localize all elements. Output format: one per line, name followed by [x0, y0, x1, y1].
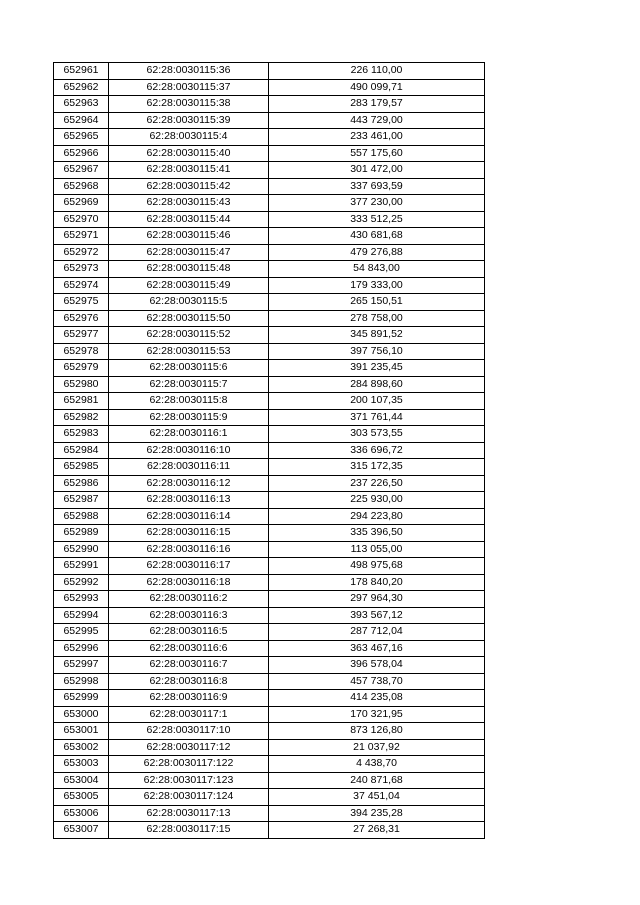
cadastral-value-cell: 414 235,08 — [269, 690, 485, 707]
cadastral-value-cell: 170 321,95 — [269, 706, 485, 723]
row-number-cell: 652998 — [54, 673, 109, 690]
cadastral-number-cell: 62:28:0030117:1 — [109, 706, 269, 723]
table-row — [54, 541, 485, 558]
row-number-cell: 652968 — [54, 178, 109, 195]
row-number-cell: 652978 — [54, 343, 109, 360]
table-row — [54, 376, 485, 393]
cadastral-number-cell: 62:28:0030117:122 — [109, 756, 269, 773]
row-number-cell: 652979 — [54, 360, 109, 377]
table-row — [54, 492, 485, 509]
table-row — [54, 525, 485, 542]
row-number-cell: 652987 — [54, 492, 109, 509]
cadastral-value-cell: 265 150,51 — [269, 294, 485, 311]
table-row — [54, 558, 485, 575]
cadastral-number-cell: 62:28:0030116:9 — [109, 690, 269, 707]
row-number-cell: 652964 — [54, 112, 109, 129]
cadastral-value-cell: 4 438,70 — [269, 756, 485, 773]
table-row — [54, 327, 485, 344]
cadastral-value-cell: 337 693,59 — [269, 178, 485, 195]
cadastral-number-cell: 62:28:0030116:13 — [109, 492, 269, 509]
cadastral-number-cell: 62:28:0030116:16 — [109, 541, 269, 558]
cadastral-number-cell: 62:28:0030115:4 — [109, 129, 269, 146]
table-row — [54, 607, 485, 624]
table-row — [54, 96, 485, 113]
cadastral-value-cell: 443 729,00 — [269, 112, 485, 129]
row-number-cell: 652970 — [54, 211, 109, 228]
table-row — [54, 294, 485, 311]
cadastral-number-cell: 62:28:0030117:13 — [109, 805, 269, 822]
cadastral-value-cell: 394 235,28 — [269, 805, 485, 822]
cadastral-value-cell: 297 964,30 — [269, 591, 485, 608]
cadastral-number-cell: 62:28:0030116:17 — [109, 558, 269, 575]
cadastral-number-cell: 62:28:0030115:43 — [109, 195, 269, 212]
row-number-cell: 652988 — [54, 508, 109, 525]
table-row — [54, 624, 485, 641]
table-row — [54, 129, 485, 146]
cadastral-value-cell: 363 467,16 — [269, 640, 485, 657]
table-row — [54, 162, 485, 179]
table-row — [54, 178, 485, 195]
cadastral-number-cell: 62:28:0030115:38 — [109, 96, 269, 113]
row-number-cell: 653005 — [54, 789, 109, 806]
cadastral-value-cell: 301 472,00 — [269, 162, 485, 179]
table-row — [54, 475, 485, 492]
cadastral-number-cell: 62:28:0030115:48 — [109, 261, 269, 278]
table-row — [54, 442, 485, 459]
table-row — [54, 706, 485, 723]
row-number-cell: 653003 — [54, 756, 109, 773]
cadastral-value-cell: 333 512,25 — [269, 211, 485, 228]
cadastral-value-cell: 336 696,72 — [269, 442, 485, 459]
row-number-cell: 652967 — [54, 162, 109, 179]
cadastral-number-cell: 62:28:0030115:6 — [109, 360, 269, 377]
cadastral-value-cell: 225 930,00 — [269, 492, 485, 509]
cadastral-number-cell: 62:28:0030116:2 — [109, 591, 269, 608]
table-row — [54, 640, 485, 657]
cadastral-number-cell: 62:28:0030115:36 — [109, 63, 269, 80]
cadastral-value-cell: 37 451,04 — [269, 789, 485, 806]
table-row — [54, 739, 485, 756]
cadastral-value-cell: 287 712,04 — [269, 624, 485, 641]
cadastral-value-cell: 283 179,57 — [269, 96, 485, 113]
cadastral-number-cell: 62:28:0030115:7 — [109, 376, 269, 393]
row-number-cell: 652966 — [54, 145, 109, 162]
table-row — [54, 261, 485, 278]
cadastral-value-cell: 393 567,12 — [269, 607, 485, 624]
cadastral-number-cell: 62:28:0030117:12 — [109, 739, 269, 756]
cadastral-value-cell: 377 230,00 — [269, 195, 485, 212]
cadastral-value-cell: 21 037,92 — [269, 739, 485, 756]
row-number-cell: 652996 — [54, 640, 109, 657]
cadastral-number-cell: 62:28:0030117:123 — [109, 772, 269, 789]
cadastral-value-cell: 54 843,00 — [269, 261, 485, 278]
cadastral-number-cell: 62:28:0030115:47 — [109, 244, 269, 261]
table-row — [54, 195, 485, 212]
cadastral-number-cell: 62:28:0030116:18 — [109, 574, 269, 591]
cadastral-value-cell: 315 172,35 — [269, 459, 485, 476]
row-number-cell: 653004 — [54, 772, 109, 789]
cadastral-value-cell: 335 396,50 — [269, 525, 485, 542]
cadastral-value-cell: 396 578,04 — [269, 657, 485, 674]
row-number-cell: 652977 — [54, 327, 109, 344]
cadastral-value-cell: 233 461,00 — [269, 129, 485, 146]
cadastral-number-cell: 62:28:0030115:41 — [109, 162, 269, 179]
cadastral-number-cell: 62:28:0030117:124 — [109, 789, 269, 806]
cadastral-number-cell: 62:28:0030115:9 — [109, 409, 269, 426]
cadastral-value-cell: 490 099,71 — [269, 79, 485, 96]
row-number-cell: 653001 — [54, 723, 109, 740]
cadastral-value-cell: 178 840,20 — [269, 574, 485, 591]
table-row — [54, 211, 485, 228]
row-number-cell: 652983 — [54, 426, 109, 443]
row-number-cell: 653002 — [54, 739, 109, 756]
cadastral-number-cell: 62:28:0030115:49 — [109, 277, 269, 294]
row-number-cell: 652990 — [54, 541, 109, 558]
row-number-cell: 652971 — [54, 228, 109, 245]
cadastral-value-table — [53, 62, 485, 839]
row-number-cell: 652981 — [54, 393, 109, 410]
cadastral-value-cell: 557 175,60 — [269, 145, 485, 162]
table-row — [54, 409, 485, 426]
cadastral-number-cell: 62:28:0030115:8 — [109, 393, 269, 410]
row-number-cell: 652972 — [54, 244, 109, 261]
table-row — [54, 310, 485, 327]
row-number-cell: 652995 — [54, 624, 109, 641]
cadastral-value-cell: 371 761,44 — [269, 409, 485, 426]
cadastral-value-cell: 397 756,10 — [269, 343, 485, 360]
table-row — [54, 805, 485, 822]
cadastral-value-cell: 240 871,68 — [269, 772, 485, 789]
cadastral-number-cell: 62:28:0030115:42 — [109, 178, 269, 195]
row-number-cell: 653000 — [54, 706, 109, 723]
row-number-cell: 653006 — [54, 805, 109, 822]
row-number-cell: 652994 — [54, 607, 109, 624]
table-row — [54, 112, 485, 129]
cadastral-value-cell: 430 681,68 — [269, 228, 485, 245]
cadastral-number-cell: 62:28:0030115:40 — [109, 145, 269, 162]
cadastral-number-cell: 62:28:0030115:5 — [109, 294, 269, 311]
row-number-cell: 652969 — [54, 195, 109, 212]
table-row — [54, 244, 485, 261]
cadastral-value-cell: 27 268,31 — [269, 822, 485, 839]
row-number-cell: 652985 — [54, 459, 109, 476]
table-row — [54, 756, 485, 773]
cadastral-number-cell: 62:28:0030116:15 — [109, 525, 269, 542]
cadastral-value-cell: 391 235,45 — [269, 360, 485, 377]
row-number-cell: 652989 — [54, 525, 109, 542]
table-row — [54, 657, 485, 674]
cadastral-number-cell: 62:28:0030115:53 — [109, 343, 269, 360]
cadastral-value-cell: 284 898,60 — [269, 376, 485, 393]
table-row — [54, 426, 485, 443]
cadastral-value-cell: 294 223,80 — [269, 508, 485, 525]
cadastral-number-cell: 62:28:0030115:39 — [109, 112, 269, 129]
row-number-cell: 652974 — [54, 277, 109, 294]
row-number-cell: 652982 — [54, 409, 109, 426]
table-row — [54, 393, 485, 410]
cadastral-value-cell: 237 226,50 — [269, 475, 485, 492]
table-row — [54, 772, 485, 789]
table-row — [54, 63, 485, 80]
table-row — [54, 673, 485, 690]
cadastral-value-cell: 457 738,70 — [269, 673, 485, 690]
row-number-cell: 652991 — [54, 558, 109, 575]
cadastral-number-cell: 62:28:0030115:44 — [109, 211, 269, 228]
cadastral-number-cell: 62:28:0030116:7 — [109, 657, 269, 674]
row-number-cell: 652999 — [54, 690, 109, 707]
cadastral-number-cell: 62:28:0030117:15 — [109, 822, 269, 839]
table-row — [54, 228, 485, 245]
row-number-cell: 652975 — [54, 294, 109, 311]
cadastral-value-cell: 479 276,88 — [269, 244, 485, 261]
row-number-cell: 652997 — [54, 657, 109, 674]
row-number-cell: 652962 — [54, 79, 109, 96]
cadastral-value-cell: 303 573,55 — [269, 426, 485, 443]
cadastral-number-cell: 62:28:0030116:6 — [109, 640, 269, 657]
cadastral-value-cell: 498 975,68 — [269, 558, 485, 575]
row-number-cell: 652963 — [54, 96, 109, 113]
row-number-cell: 652961 — [54, 63, 109, 80]
cadastral-number-cell: 62:28:0030115:52 — [109, 327, 269, 344]
cadastral-number-cell: 62:28:0030115:50 — [109, 310, 269, 327]
table-row — [54, 343, 485, 360]
table-row — [54, 591, 485, 608]
cadastral-number-cell: 62:28:0030116:14 — [109, 508, 269, 525]
table-row — [54, 789, 485, 806]
table-row — [54, 723, 485, 740]
cadastral-number-cell: 62:28:0030117:10 — [109, 723, 269, 740]
table-row — [54, 360, 485, 377]
table-row — [54, 574, 485, 591]
table-row — [54, 79, 485, 96]
row-number-cell: 652976 — [54, 310, 109, 327]
cadastral-value-cell: 345 891,52 — [269, 327, 485, 344]
row-number-cell: 653007 — [54, 822, 109, 839]
cadastral-value-cell: 226 110,00 — [269, 63, 485, 80]
cadastral-value-cell: 200 107,35 — [269, 393, 485, 410]
table-body — [54, 63, 485, 839]
row-number-cell: 652973 — [54, 261, 109, 278]
table-row — [54, 277, 485, 294]
cadastral-number-cell: 62:28:0030116:3 — [109, 607, 269, 624]
cadastral-value-cell: 113 055,00 — [269, 541, 485, 558]
table-row — [54, 822, 485, 839]
cadastral-number-cell: 62:28:0030116:10 — [109, 442, 269, 459]
cadastral-value-cell: 278 758,00 — [269, 310, 485, 327]
row-number-cell: 652986 — [54, 475, 109, 492]
cadastral-number-cell: 62:28:0030116:5 — [109, 624, 269, 641]
cadastral-number-cell: 62:28:0030116:8 — [109, 673, 269, 690]
row-number-cell: 652984 — [54, 442, 109, 459]
cadastral-number-cell: 62:28:0030115:37 — [109, 79, 269, 96]
row-number-cell: 652980 — [54, 376, 109, 393]
row-number-cell: 652965 — [54, 129, 109, 146]
cadastral-number-cell: 62:28:0030116:11 — [109, 459, 269, 476]
cadastral-number-cell: 62:28:0030115:46 — [109, 228, 269, 245]
table-row — [54, 508, 485, 525]
table-row — [54, 690, 485, 707]
row-number-cell: 652992 — [54, 574, 109, 591]
table-row — [54, 145, 485, 162]
table-row — [54, 459, 485, 476]
cadastral-value-cell: 179 333,00 — [269, 277, 485, 294]
cadastral-number-cell: 62:28:0030116:1 — [109, 426, 269, 443]
cadastral-number-cell: 62:28:0030116:12 — [109, 475, 269, 492]
cadastral-value-cell: 873 126,80 — [269, 723, 485, 740]
row-number-cell: 652993 — [54, 591, 109, 608]
